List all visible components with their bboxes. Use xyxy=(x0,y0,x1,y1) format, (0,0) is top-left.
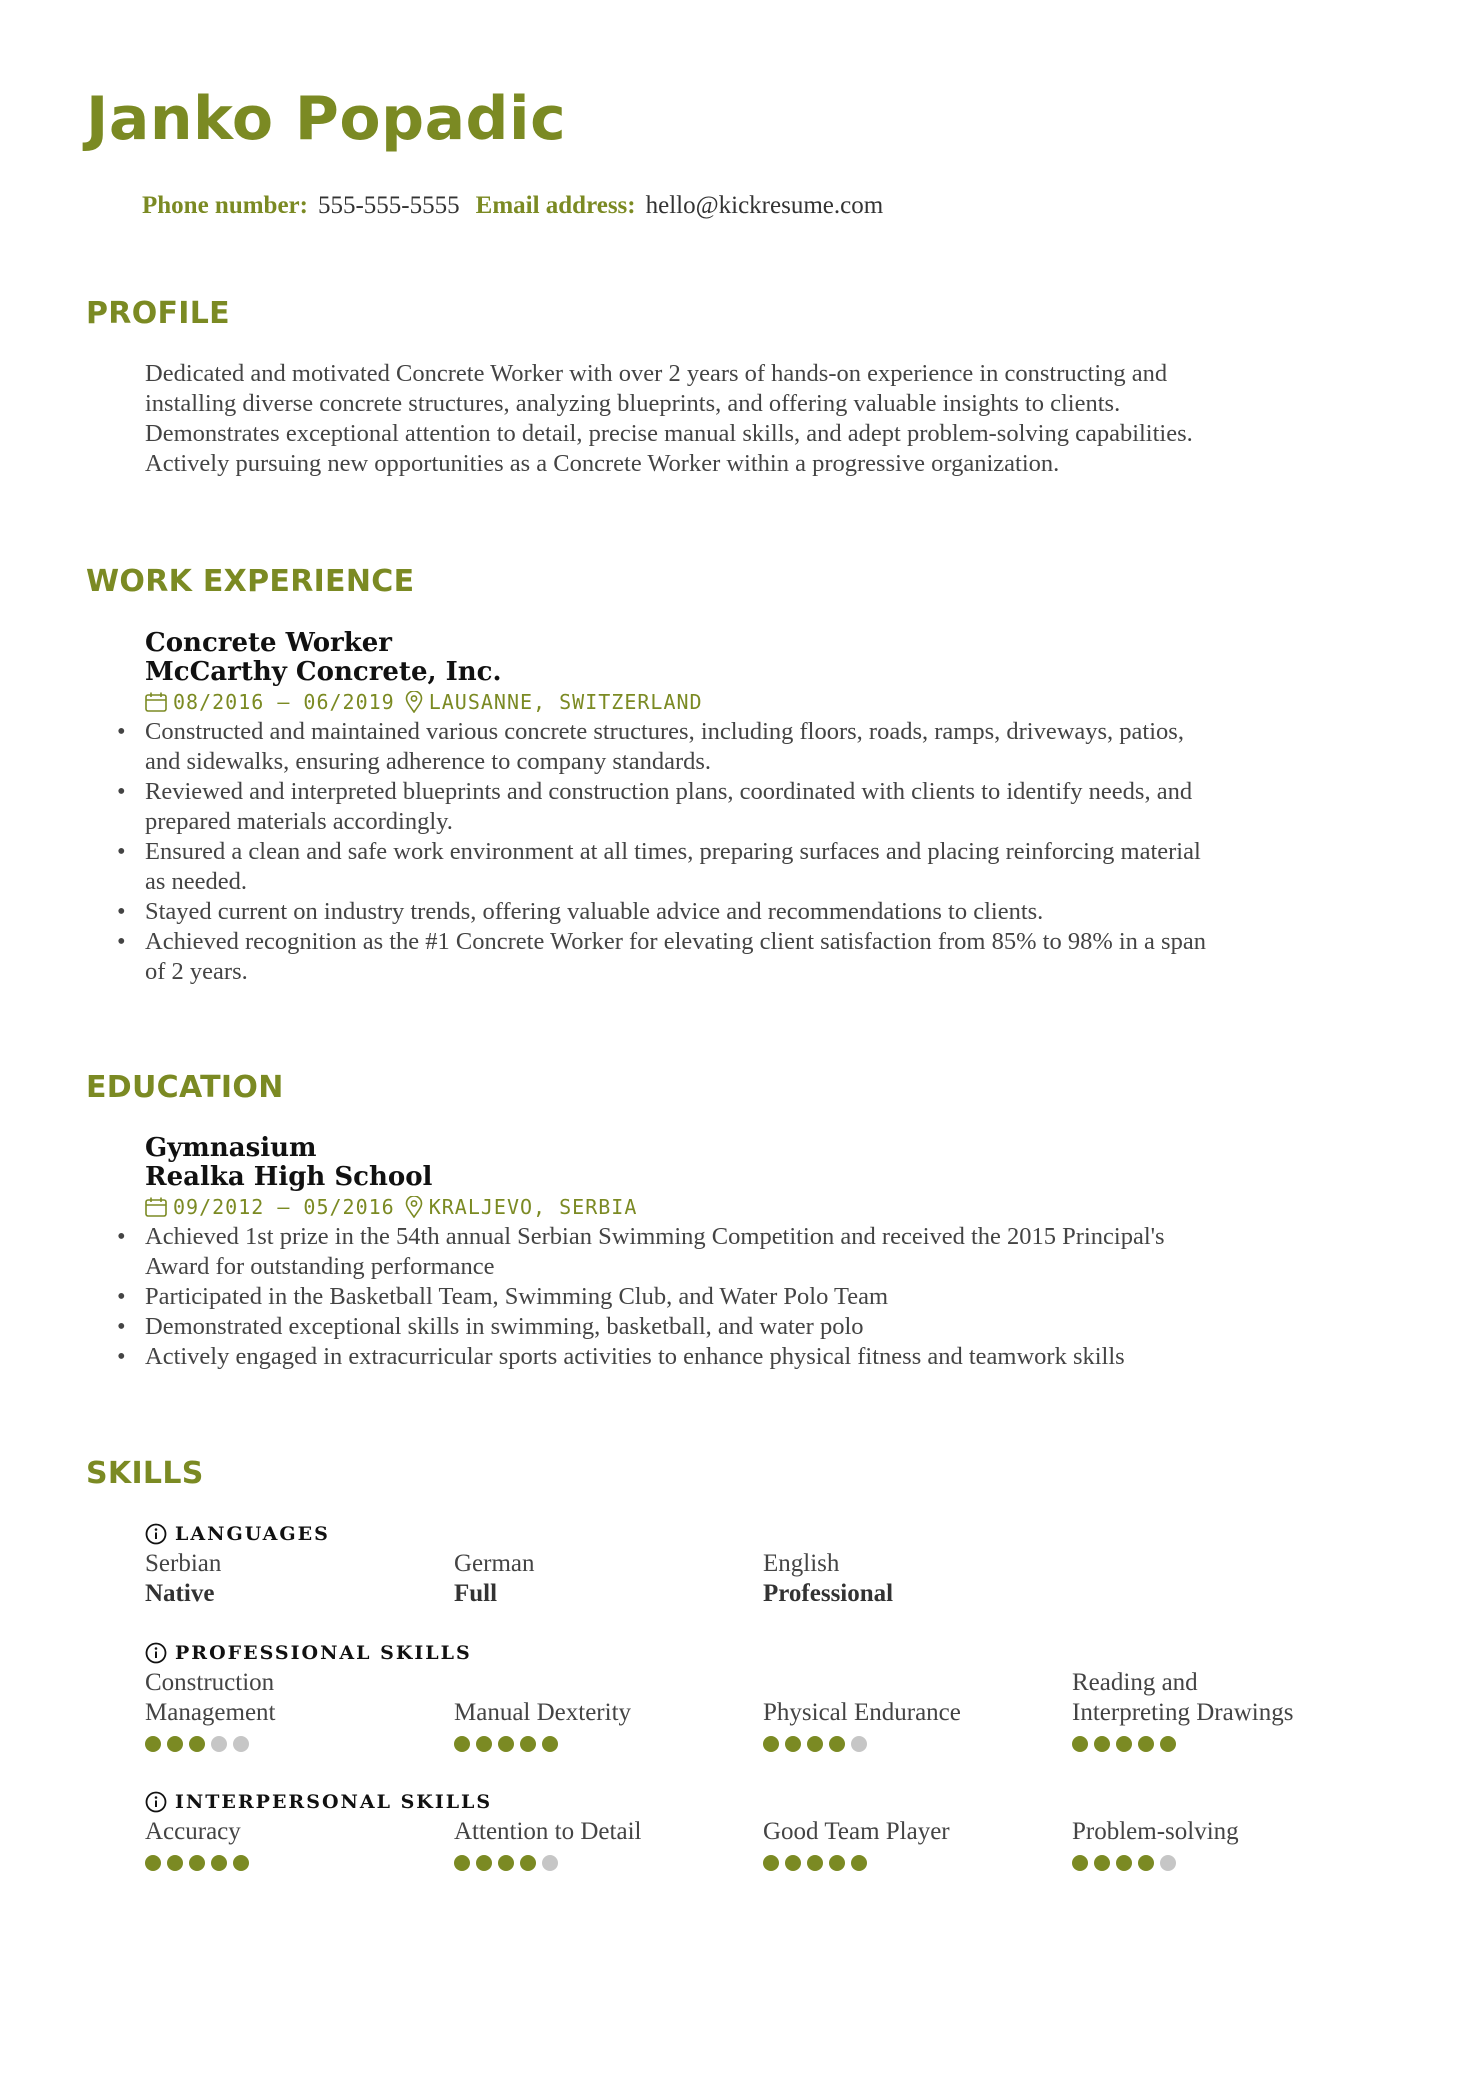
rating-dot-filled xyxy=(233,1855,249,1871)
candidate-name: Janko Popadic xyxy=(86,84,567,154)
interpersonal-skill-item: Accuracy xyxy=(145,1817,435,1871)
calendar-icon xyxy=(145,692,167,712)
list-item: • Participated in the Basketball Team, Swimming Club, and Water Polo Team xyxy=(145,1282,1385,1312)
profile-line: Demonstrates exceptional attention to detail, precise manual skills, and adept problem-solving capabilities. xyxy=(145,420,1193,447)
rating-dot-filled xyxy=(785,1855,801,1871)
rating-dot-filled xyxy=(807,1855,823,1871)
school-name: Realka High School xyxy=(145,1162,433,1192)
location-pin-icon xyxy=(405,1196,423,1218)
rating-dot-filled xyxy=(542,1736,558,1752)
rating-dot-empty xyxy=(233,1736,249,1752)
rating-dot-filled xyxy=(145,1736,161,1752)
rating-dots xyxy=(1072,1855,1362,1871)
list-item: • Constructed and maintained various concrete structures, including floors, roads, ramps, driveways, patios, and sidewalks, ensuring adherence to company standards. xyxy=(145,717,1385,777)
calendar-icon xyxy=(145,1197,167,1217)
profile-heading: PROFILE xyxy=(86,296,230,331)
rating-dot-filled xyxy=(1138,1736,1154,1752)
info-icon xyxy=(145,1523,167,1545)
education-bullets xyxy=(145,1222,1385,1372)
info-icon xyxy=(145,1642,167,1664)
phone-label: Phone number: xyxy=(142,192,308,219)
rating-dot-filled xyxy=(1094,1736,1110,1752)
rating-dot-filled xyxy=(1072,1736,1088,1752)
work-experience-heading: WORK EXPERIENCE xyxy=(86,564,415,599)
company-name: McCarthy Concrete, Inc. xyxy=(145,657,502,687)
interpersonal-skill-item: Attention to Detail xyxy=(454,1817,744,1871)
list-item: • Achieved 1st prize in the 54th annual Serbian Swimming Competition and received the 2015 Principal's Award for outstanding performance xyxy=(145,1222,1385,1282)
job-title: Concrete Worker xyxy=(145,628,392,658)
work-location: LAUSANNE, SWITZERLAND xyxy=(428,690,703,714)
email-value: hello@kickresume.com xyxy=(645,192,884,219)
rating-dot-filled xyxy=(851,1855,867,1871)
language-item: Serbian Native xyxy=(145,1550,222,1607)
rating-dots xyxy=(763,1855,1053,1871)
list-item: • Stayed current on industry trends, offering valuable advice and recommendations to clients. xyxy=(145,897,1385,927)
interpersonal-skill-item: Good Team Player xyxy=(763,1817,1053,1871)
interpersonal-skills-subheading: INTERPERSONAL SKILLS xyxy=(145,1791,492,1813)
rating-dot-filled xyxy=(763,1855,779,1871)
rating-dot-filled xyxy=(1116,1736,1132,1752)
rating-dot-filled xyxy=(1094,1855,1110,1871)
profile-line: Dedicated and motivated Concrete Worker with over 2 years of hands-on experience in constructing and xyxy=(145,360,1168,387)
work-bullets xyxy=(145,717,1385,987)
languages-subheading: LANGUAGES xyxy=(145,1523,330,1545)
rating-dot-filled xyxy=(1116,1855,1132,1871)
list-item: • Achieved recognition as the #1 Concrete Worker for elevating client satisfaction from 85% to 98% in a span of 2 years. xyxy=(145,927,1385,987)
degree-title: Gymnasium xyxy=(145,1133,317,1163)
rating-dot-empty xyxy=(851,1736,867,1752)
professional-skill-item: Manual Dexterity xyxy=(454,1668,744,1752)
rating-dot-filled xyxy=(763,1736,779,1752)
professional-skill-item: Physical Endurance xyxy=(763,1668,1053,1752)
rating-dot-filled xyxy=(785,1736,801,1752)
rating-dot-filled xyxy=(454,1855,470,1871)
education-dates: 09/2012 – 05/2016 xyxy=(173,1195,395,1219)
info-icon xyxy=(145,1791,167,1813)
rating-dot-filled xyxy=(829,1736,845,1752)
language-item: German Full xyxy=(454,1550,535,1607)
rating-dot-filled xyxy=(476,1736,492,1752)
rating-dot-filled xyxy=(520,1855,536,1871)
rating-dot-empty xyxy=(542,1855,558,1871)
email-label: Email address: xyxy=(475,192,636,219)
rating-dot-filled xyxy=(807,1736,823,1752)
rating-dot-filled xyxy=(167,1736,183,1752)
rating-dot-filled xyxy=(498,1736,514,1752)
work-dates: 08/2016 – 06/2019 xyxy=(173,690,395,714)
language-item: English Professional xyxy=(763,1550,894,1607)
rating-dots xyxy=(145,1736,435,1752)
education-heading: EDUCATION xyxy=(86,1070,284,1105)
location-pin-icon xyxy=(405,691,423,713)
rating-dot-filled xyxy=(1072,1855,1088,1871)
rating-dots xyxy=(454,1855,744,1871)
professional-skills-subheading: PROFESSIONAL SKILLS xyxy=(145,1642,472,1664)
rating-dot-filled xyxy=(476,1855,492,1871)
rating-dots xyxy=(454,1736,744,1752)
professional-skill-item: Construction Management xyxy=(145,1668,435,1752)
rating-dot-filled xyxy=(211,1855,227,1871)
rating-dot-filled xyxy=(829,1855,845,1871)
profile-summary xyxy=(145,359,1385,479)
skills-heading: SKILLS xyxy=(86,1456,204,1491)
list-item: • Actively engaged in extracurricular sports activities to enhance physical fitness and teamwork skills xyxy=(145,1342,1385,1372)
rating-dot-filled xyxy=(189,1736,205,1752)
work-meta xyxy=(145,687,1385,717)
rating-dot-filled xyxy=(498,1855,514,1871)
rating-dot-filled xyxy=(167,1855,183,1871)
interpersonal-skill-item: Problem-solving xyxy=(1072,1817,1362,1871)
professional-skill-item: Reading and Interpreting Drawings xyxy=(1072,1668,1362,1752)
rating-dot-filled xyxy=(145,1855,161,1871)
work-entry xyxy=(145,629,1385,987)
rating-dot-filled xyxy=(1138,1855,1154,1871)
rating-dot-filled xyxy=(1160,1736,1176,1752)
rating-dot-filled xyxy=(189,1855,205,1871)
education-entry xyxy=(145,1134,1385,1372)
education-meta xyxy=(145,1192,1385,1222)
profile-line: installing diverse concrete structures, analyzing blueprints, and offering valuable insights to clients. xyxy=(145,390,1121,417)
list-item: • Ensured a clean and safe work environment at all times, preparing surfaces and placing reinforcing material as needed. xyxy=(145,837,1385,897)
profile-line: Actively pursuing new opportunities as a Concrete Worker within a progressive organization. xyxy=(145,450,1060,477)
rating-dot-filled xyxy=(454,1736,470,1752)
list-item: • Reviewed and interpreted blueprints and construction plans, coordinated with clients to identify needs, and prepared materials accordingly. xyxy=(145,777,1385,837)
rating-dots xyxy=(145,1855,435,1871)
list-item: • Demonstrated exceptional skills in swimming, basketball, and water polo xyxy=(145,1312,1385,1342)
rating-dot-empty xyxy=(211,1736,227,1752)
rating-dot-filled xyxy=(520,1736,536,1752)
contact-line xyxy=(142,192,899,220)
phone-value: 555-555-5555 xyxy=(317,192,460,219)
education-location: KRALJEVO, SERBIA xyxy=(428,1195,638,1219)
rating-dot-empty xyxy=(1160,1855,1176,1871)
rating-dots xyxy=(1072,1736,1362,1752)
rating-dots xyxy=(763,1736,1053,1752)
